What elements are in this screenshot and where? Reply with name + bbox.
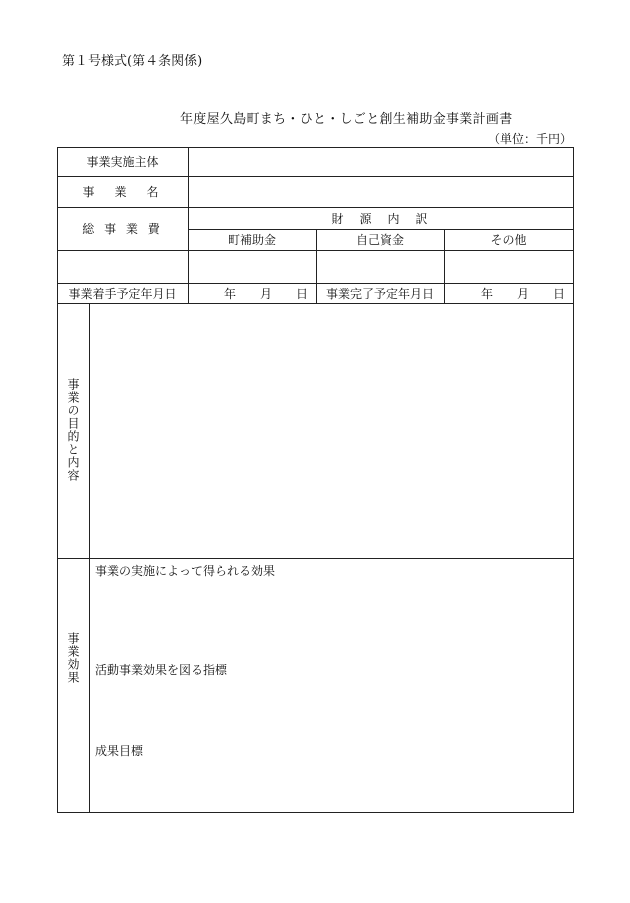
page-title: 年度屋久島町まち・ひと・しごと創生補助金事業計画書 xyxy=(180,112,513,127)
label-start-date: 事業着手予定年月日 xyxy=(68,286,177,301)
field-start-date[interactable]: 年 月 日 xyxy=(223,286,308,301)
effect-item-target: 成果目標 xyxy=(95,744,144,758)
label-project-name: 事 業 名 xyxy=(82,185,163,199)
label-project-effect: 事業効果 xyxy=(66,632,80,684)
funding-col-own-funds: 自己資金 xyxy=(355,233,404,247)
field-own-funds[interactable] xyxy=(316,250,444,283)
field-town-subsidy[interactable] xyxy=(188,250,316,283)
label-entity: 事業実施主体 xyxy=(86,155,159,169)
form-number-label: 第１号様式(第４条関係) xyxy=(62,54,203,69)
funding-col-other: その他 xyxy=(490,233,527,247)
label-end-date: 事業完了予定年月日 xyxy=(325,286,434,301)
unit-label: （単位：千円） xyxy=(488,132,573,146)
field-project-name[interactable] xyxy=(188,176,573,207)
field-purpose-content[interactable] xyxy=(90,304,573,558)
funding-col-town-subsidy: 町補助金 xyxy=(227,233,276,247)
field-other-funds[interactable] xyxy=(444,250,573,283)
funding-breakdown-header: 財 源 内 訳 xyxy=(331,211,430,226)
label-purpose-content: 事業の目的と内容 xyxy=(66,378,80,482)
field-entity[interactable] xyxy=(188,147,573,176)
label-total-cost: 総 事 業 費 xyxy=(82,222,163,236)
effect-item-expected: 事業の実施によって得られる効果 xyxy=(95,564,276,578)
field-total-cost[interactable] xyxy=(57,250,188,283)
field-end-date[interactable]: 年 月 日 xyxy=(480,286,565,301)
effect-item-indicator: 活動事業効果を図る指標 xyxy=(95,663,228,677)
